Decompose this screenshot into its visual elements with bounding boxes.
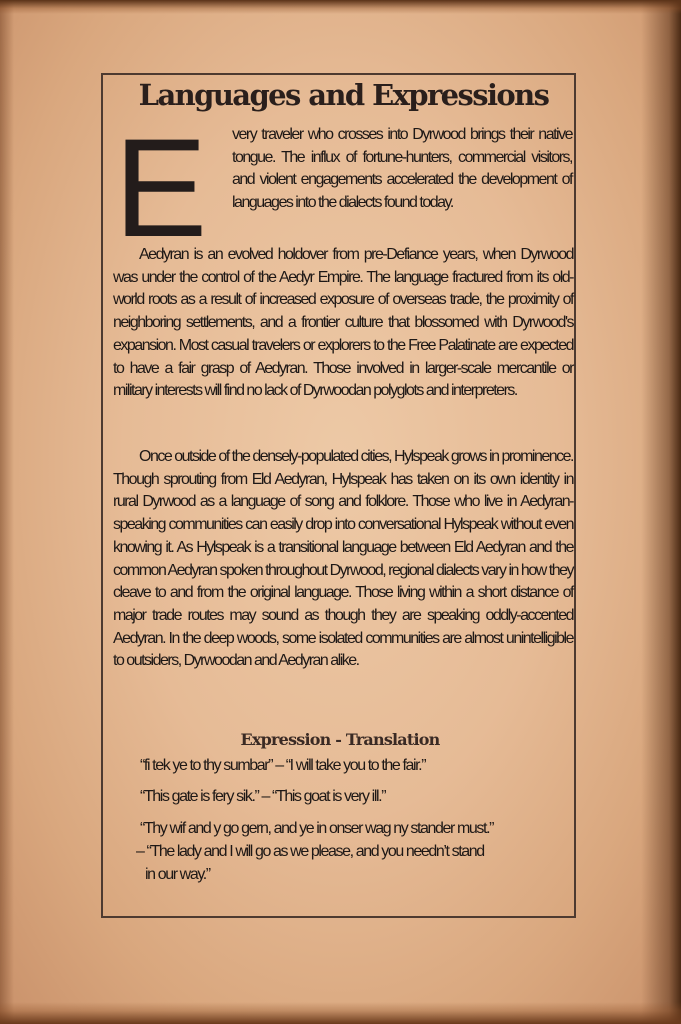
parchment-bottom-edge — [0, 1002, 681, 1024]
expression-line: – “The lady and I will go as we please, and you needn’t stand — [136, 843, 484, 860]
drop-cap: E — [114, 109, 204, 266]
paragraph-hylspeak: Once outside of the densely-populated cities, Hylspeak grows in prominence. Though sprouting from Eld Aedyran, Hylspeak has taken on its own identity in rural Dyrwood as a language of song and folklore. Those who live in Aedyran-speaking communities can easily drop into conversational Hylspeak without even knowing it. As Hylspeak is a transitional language between Eld Aedyran and the common Aedyran spoken throughout Dyrwood, regional dialects vary in how they cleave to and from the original language. Those living within a short distance of major trade routes may sound as though they are speaking oddly-accented Aedyran. In the deep woods, some isolated communities are almost unintelligible to outsiders, Dyrwoodan and Aedyran alike. — [113, 448, 573, 670]
expression-line: “Thy wif and y go gern, and ye in onser wag ny stander must.” — [140, 820, 494, 837]
lead-paragraph: very traveler who crosses into Dyrwood brings their native tongue. The influx of fortune-hunters, commercial visitors, and violent engagements accelerated the development of languages into the dialects found today. — [232, 126, 572, 211]
parchment-left-edge — [0, 0, 14, 1024]
expression-line: in our way.” — [145, 866, 210, 883]
expression-line: “fi tek ye to thy sumbar” – “I will take you to the fair.” — [140, 757, 426, 774]
paragraph-aedyran: Aedyran is an evolved holdover from pre-Defiance years, when Dyrwood was under the control of the Aedyr Empire. The language fractured from its old-world roots as a result of increased exposure of overseas trade, the proximity of neighboring settlements, and a frontier culture that blossomed with Dyrwood's expansion. Most casual travelers or explorers to the Free Palatinate are expected to have a fair grasp of Aedyran. Those involved in larger-scale mercantile or military interests will find no lack of Dyrwoodan polyglots and interpreters. — [113, 246, 573, 400]
expression-line: “This gate is fery sik.” – “This goat is very ill.” — [140, 788, 386, 805]
parchment-top-edge — [0, 0, 681, 14]
page-title: Languages and Expressions — [138, 78, 549, 112]
expressions-heading: Expression - Translation — [240, 730, 440, 749]
parchment-right-edge — [641, 0, 681, 1024]
